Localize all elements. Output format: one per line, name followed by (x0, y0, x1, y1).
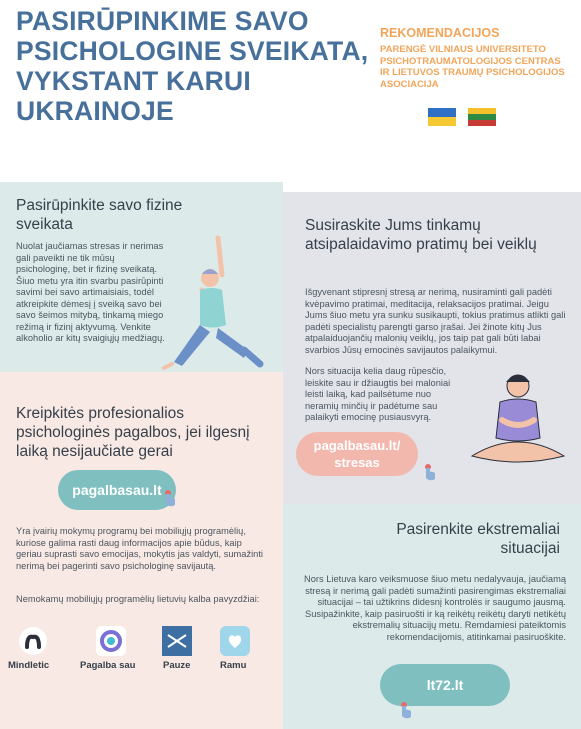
professional-text: Yra įvairių mokymų programų bei mobiliųjų programėlių, kuriose galima rasti daug informacijos apie būdus, kaip geriau suprasti savo emocijas, mokytis jas valdyti, sumažinti nerimą bei pagerinti savo psichologinę savijautą. (16, 526, 263, 571)
mindletic-icon[interactable] (16, 626, 50, 656)
pagalba-sau-icon[interactable] (94, 626, 128, 656)
relaxation-text-2: Nors situacija kelia daug rūpesčio, leiskite sau ir džiaugtis bei maloniai leisti laiką, kad pailsėtume nuo neramių minčių ir padėtume sau palaikyti emocinę pusiausvyrą. (305, 366, 451, 422)
lt72-button[interactable]: lt72.lt (380, 664, 510, 706)
pauze-label: Pauze (163, 660, 191, 671)
emergency-heading: Pasirenkite ekstremaliai situacijai (396, 521, 560, 557)
physical-text: Nuolat jaučiamas stresas ir nerimas gali paveikti ne tik mūsų psichologinę, bet ir fizinę sveikatą. Šiuo metu yra itin svarbu pasirūpinti savimi bei savo artimaisiais, todėl atkreipkite dėmesį į sveiką savo bei savo šeimos mitybą, tinkamą miego režimą ir fizinį aktyvumą. Venkite alkoholio ar kitų svaigiųjų medžiagų. (16, 241, 165, 343)
pauze-icon[interactable] (160, 626, 194, 656)
meditation-figure-illustration (462, 368, 574, 476)
ramu-label: Ramu (220, 660, 247, 671)
mindletic-label: Mindletic (8, 660, 50, 671)
lithuania-flag-icon (468, 108, 496, 126)
professional-heading: Kreipkitės profesionalios psichologinės pagalbos, jei ilgesnį laiką nesijaučiate gerai (16, 405, 250, 460)
pagalba-sau-label: Pagalba sau (80, 660, 136, 671)
relaxation-heading: Susiraskite Jums tinkamų atsipalaidavimo pratimų bei veiklų (305, 217, 537, 253)
prepared-by: PARENGĖ VILNIAUS UNIVERSITETO PSICHOTRAUMATOLOGIJOS CENTRAS IR LIETUVOS TRAUMŲ PSICHOLOGIJOS ASOCIACIJA (380, 44, 565, 90)
relaxation-text-1: Išgyvenant stipresnį stresą ar nerimą, nusiraminti gali padėti kvėpavimo pratimai, meditacija, relaksacijos pratimai. Jeigu Jums šiuo metu yra sunku susikaupti, tokius pratimus atlikti gali padėti specialistų parengti garso įrašai. Jei žinote kitų Jus atpalaiduojančių malonių veiklų, jos taip pat gali būti labai svarbios Jūsų emocinės savijautos palaikymui. (305, 287, 566, 355)
emergency-text: Nors Lietuva karo veiksmuose šiuo metu nedalyvauja, jaučiamą stresą ir nerimą gali padėti sumažinti pasirengimas ekstremaliai situacijai – tai užtikrins didesnį kontrolės ir saugumo jausmą. Susipažinkite, kaip pasiruošti ir ką reikėtų reikėtų daryti netikėtų ekstremalių situacijų metu. Remdamiesi pateiktomis rekomendacijomis, atitinkamai pasiruoškite. (304, 574, 566, 642)
pointing-hand-icon (160, 488, 180, 510)
yoga-figure-illustration (160, 230, 278, 372)
physical-heading: Pasirūpinkite savo fizine sveikata (16, 197, 183, 233)
apps-intro: Nemokamų mobiliųjų programėlių lietuvių kalba pavyzdžiai: (16, 594, 260, 604)
ramu-icon[interactable] (218, 626, 252, 656)
pagalbasau-button[interactable]: pagalbasau.lt (58, 470, 176, 510)
pointing-hand-icon (420, 462, 440, 484)
ukraine-flag-icon (428, 108, 456, 126)
page-title: PASIRŪPINKIME SAVO PSICHOLOGINE SVEIKATA, VYKSTANT KARUI UKRAINOJE (16, 6, 369, 126)
stresas-button[interactable]: pagalbasau.lt/ stresas (296, 432, 418, 476)
pointing-hand-icon (396, 700, 416, 722)
recommendations-label: REKOMENDACIJOS (380, 26, 500, 40)
